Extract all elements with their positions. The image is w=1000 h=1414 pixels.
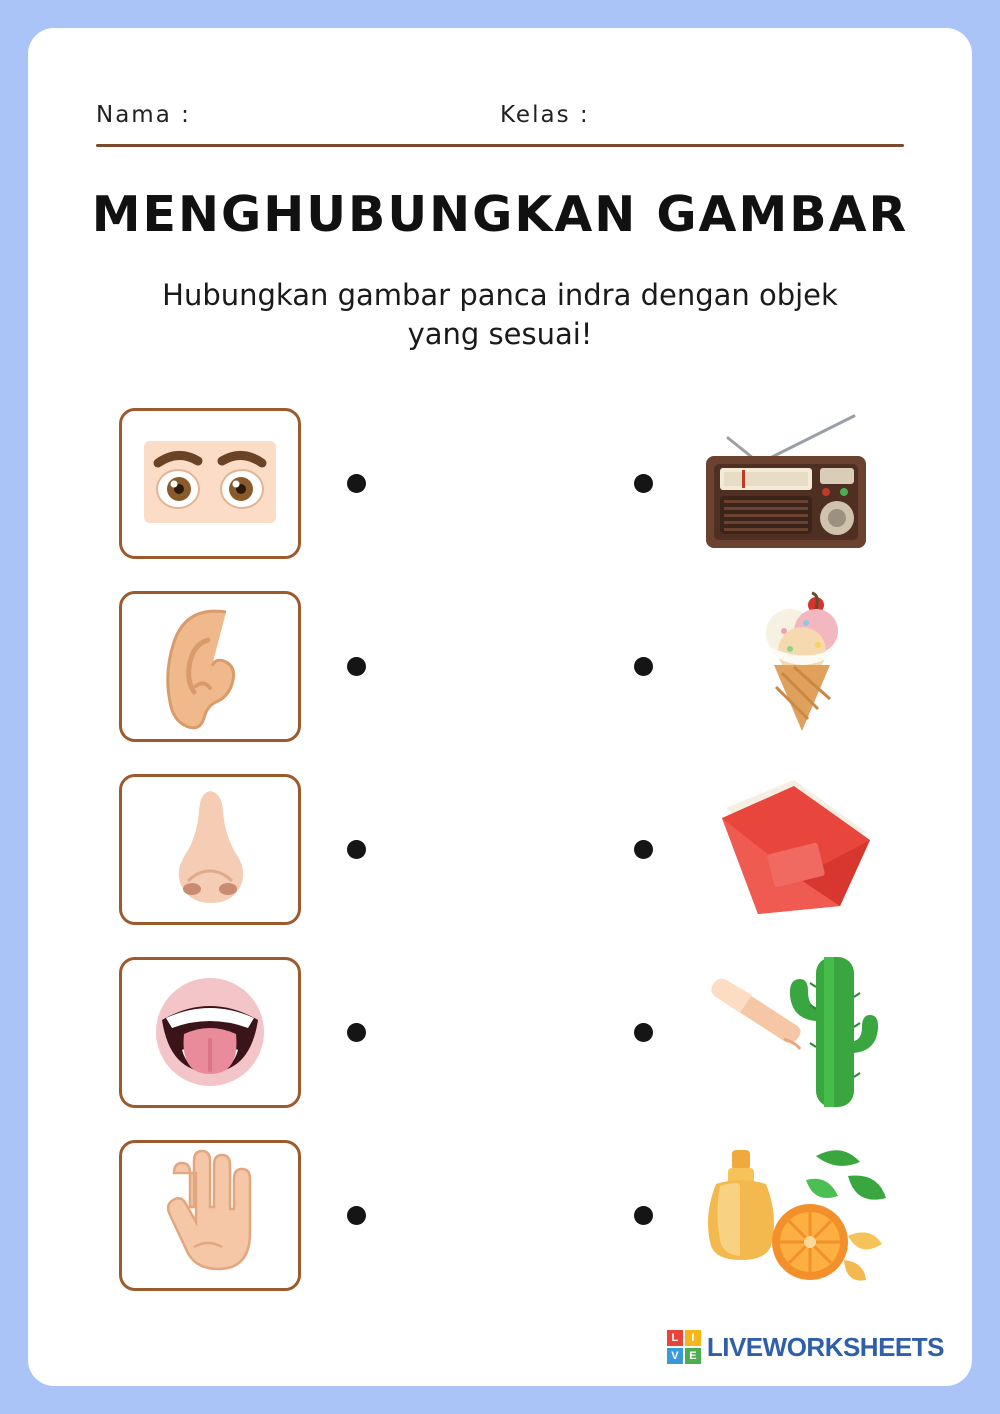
- kelas-label: Kelas :: [500, 102, 590, 128]
- instruction-text: Hubungkan gambar panca indra dengan objek yang sesuai!: [162, 278, 838, 352]
- ear-icon: [122, 594, 298, 739]
- liveworksheets-logo: [667, 1330, 944, 1364]
- connector-dot-left-3[interactable]: [347, 840, 366, 859]
- object-kaktus: [698, 957, 908, 1112]
- worksheet-sheet: [28, 28, 972, 1386]
- table-row: [28, 408, 972, 591]
- card-tangan: [119, 1140, 301, 1291]
- nama-label: Nama :: [96, 102, 191, 128]
- connector-dot-right-1[interactable]: [634, 474, 653, 493]
- logo-letter-e: E: [685, 1348, 701, 1364]
- card-mata: [119, 408, 301, 559]
- perfume-and-orange-icon: [698, 1140, 898, 1290]
- object-es-krim: [698, 591, 908, 746]
- connector-dot-left-2[interactable]: [347, 657, 366, 676]
- liveworksheets-mark-icon: [667, 1330, 701, 1364]
- matching-rows: [28, 408, 972, 1323]
- hand-icon: [122, 1143, 298, 1288]
- connector-dot-right-5[interactable]: [634, 1206, 653, 1225]
- logo-letter-i: I: [685, 1330, 701, 1346]
- book-icon: [698, 774, 898, 924]
- header-divider: [96, 144, 904, 147]
- ice-cream-cone-icon: [698, 591, 898, 741]
- object-buku: [698, 774, 908, 929]
- connector-dot-right-3[interactable]: [634, 840, 653, 859]
- radio-icon: [698, 408, 898, 558]
- table-row: [28, 957, 972, 1140]
- connector-dot-left-5[interactable]: [347, 1206, 366, 1225]
- name-class-fields: [96, 80, 904, 158]
- logo-letter-l: L: [667, 1330, 683, 1346]
- nose-icon: [122, 777, 298, 922]
- card-lidah: [119, 957, 301, 1108]
- table-row: [28, 774, 972, 957]
- connector-dot-right-2[interactable]: [634, 657, 653, 676]
- connector-dot-right-4[interactable]: [634, 1023, 653, 1042]
- tongue-mouth-icon: [122, 960, 298, 1105]
- page-title: MENGHUBUNGKAN GAMBAR: [91, 186, 909, 243]
- card-hidung: [119, 774, 301, 925]
- table-row: [28, 591, 972, 774]
- eyes-icon: [122, 411, 298, 556]
- logo-wordmark: LIVEWORKSHEETS: [706, 1331, 944, 1362]
- logo-letter-v: V: [667, 1348, 683, 1364]
- object-radio: [698, 408, 908, 563]
- finger-touching-cactus-icon: [698, 957, 898, 1107]
- object-parfum: [698, 1140, 908, 1295]
- connector-dot-left-4[interactable]: [347, 1023, 366, 1042]
- connector-dot-left-1[interactable]: [347, 474, 366, 493]
- table-row: [28, 1140, 972, 1323]
- card-telinga: [119, 591, 301, 742]
